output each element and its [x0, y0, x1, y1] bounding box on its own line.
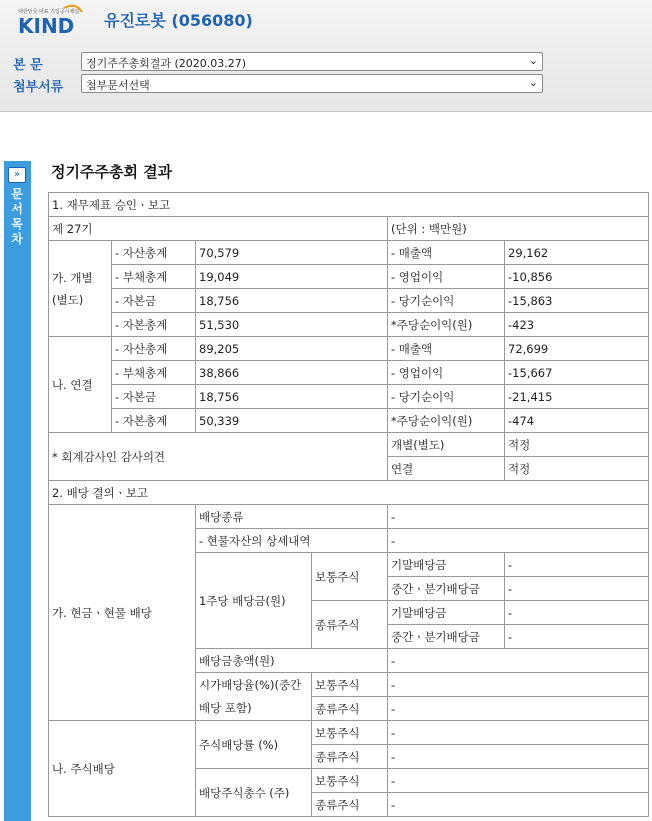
- attach-selected: 첨부문서선택: [86, 79, 150, 92]
- row-label: *주당순이익(원): [388, 409, 505, 433]
- table-row: [49, 409, 649, 433]
- table-row: [49, 217, 649, 241]
- value-cell: -: [505, 625, 649, 649]
- row-label: 중간ㆍ분기배당금: [388, 577, 505, 601]
- audit-separate-value: 적정: [505, 433, 649, 457]
- table-row: [49, 193, 649, 217]
- period-cell: 제 27기: [49, 217, 388, 241]
- audit-consolidated-label: 연결: [388, 457, 505, 481]
- value-cell: 50,339: [196, 409, 388, 433]
- common-label: 보통주식: [312, 721, 388, 745]
- result-table: [48, 192, 649, 817]
- section-1-heading: 1. 재무제표 승인ㆍ보고: [49, 193, 649, 217]
- row-label: - 자산총계: [112, 241, 196, 265]
- toc-label[interactable]: 문서목차: [11, 187, 23, 246]
- svg-text:KIND: KIND: [18, 14, 75, 36]
- section-2-heading: 2. 배당 결의ㆍ보고: [49, 481, 649, 505]
- value-cell: 70,579: [196, 241, 388, 265]
- table-row: [49, 361, 649, 385]
- main-doc-label: 본 문: [13, 58, 43, 73]
- consolidated-label: 나. 연결: [49, 337, 112, 433]
- row-label: 배당금총액(원): [196, 649, 388, 673]
- row-label: - 당기순이익: [388, 385, 505, 409]
- document-title: 정기주주총회 결과: [51, 163, 173, 181]
- value-cell: -474: [505, 409, 649, 433]
- value-cell: 29,162: [505, 241, 649, 265]
- table-row: [49, 721, 649, 745]
- value-cell: -15,667: [505, 361, 649, 385]
- row-label: - 현물자산의 상세내역: [196, 529, 388, 553]
- value-cell: -: [505, 577, 649, 601]
- toc-sidebar[interactable]: [4, 161, 31, 821]
- value-cell: -: [388, 697, 649, 721]
- value-cell: -10,856: [505, 265, 649, 289]
- header-bar: [0, 0, 652, 112]
- table-row: [49, 385, 649, 409]
- table-row: [49, 289, 649, 313]
- audit-label: * 회계감사인 감사의견: [49, 433, 388, 481]
- row-label: 기말배당금: [388, 601, 505, 625]
- value-cell: 89,205: [196, 337, 388, 361]
- pref-label: 종류주식: [312, 793, 388, 817]
- row-label: *주당순이익(원): [388, 313, 505, 337]
- table-row: [49, 265, 649, 289]
- table-row: [49, 241, 649, 265]
- row-label: - 자본금: [112, 289, 196, 313]
- table-row: [49, 505, 649, 529]
- common-label: 보통주식: [312, 673, 388, 697]
- chevron-down-icon: ⌄: [528, 76, 538, 89]
- table-row: [49, 433, 649, 457]
- toc-toggle-icon[interactable]: »: [8, 167, 26, 183]
- table-row: [49, 481, 649, 505]
- value-cell: -21,415: [505, 385, 649, 409]
- per-share-label: 1주당 배당금(원): [196, 553, 312, 649]
- stock-rate-label: 주식배당률 (%): [196, 721, 312, 769]
- row-label: - 당기순이익: [388, 289, 505, 313]
- row-label: - 영업이익: [388, 265, 505, 289]
- row-label: - 영업이익: [388, 361, 505, 385]
- value-cell: -: [505, 601, 649, 625]
- value-cell: -: [388, 649, 649, 673]
- yield-label: 시가배당율(%)(중간배당 포함): [196, 673, 312, 721]
- unit-cell: (단위 : 백만원): [388, 217, 649, 241]
- row-label: - 부채총계: [112, 265, 196, 289]
- value-cell: 18,756: [196, 289, 388, 313]
- company-title: 유진로봇 (056080): [104, 11, 253, 30]
- value-cell: -: [388, 721, 649, 745]
- row-label: - 부채총계: [112, 361, 196, 385]
- kind-logo[interactable]: [16, 2, 86, 36]
- value-cell: -: [388, 769, 649, 793]
- value-cell: 72,699: [505, 337, 649, 361]
- svg-text:대한민국 대표 기업공시채널: 대한민국 대표 기업공시채널: [18, 9, 80, 15]
- chevron-down-icon: ⌄: [528, 54, 538, 67]
- value-cell: -423: [505, 313, 649, 337]
- value-cell: -: [388, 673, 649, 697]
- row-label: 중간ㆍ분기배당금: [388, 625, 505, 649]
- stock-dividend-label: 나. 주식배당: [49, 721, 196, 817]
- stock-total-label: 배당주식총수 (주): [196, 769, 312, 817]
- row-label: - 자본총계: [112, 409, 196, 433]
- value-cell: -: [388, 505, 649, 529]
- value-cell: -15,863: [505, 289, 649, 313]
- value-cell: -: [505, 553, 649, 577]
- value-cell: -: [388, 529, 649, 553]
- row-label: - 자본총계: [112, 313, 196, 337]
- row-label: - 매출액: [388, 337, 505, 361]
- value-cell: 18,756: [196, 385, 388, 409]
- row-label: - 자산총계: [112, 337, 196, 361]
- main-doc-select[interactable]: [81, 52, 543, 71]
- value-cell: 19,049: [196, 265, 388, 289]
- cash-dividend-label: 가. 현금ㆍ현물 배당: [49, 505, 196, 721]
- common-label: 보통주식: [312, 553, 388, 601]
- table-row: [49, 337, 649, 361]
- pref-label: 종류주식: [312, 601, 388, 649]
- main-doc-selected: 정기주주총회결과 (2020.03.27): [86, 57, 247, 70]
- row-label: 기말배당금: [388, 553, 505, 577]
- row-label: - 매출액: [388, 241, 505, 265]
- common-label: 보통주식: [312, 769, 388, 793]
- value-cell: -: [388, 793, 649, 817]
- value-cell: -: [388, 745, 649, 769]
- pref-label: 종류주식: [312, 745, 388, 769]
- audit-consolidated-value: 적정: [505, 457, 649, 481]
- attach-select[interactable]: [81, 74, 543, 93]
- row-label: - 자본금: [112, 385, 196, 409]
- value-cell: 51,530: [196, 313, 388, 337]
- table-row: [49, 313, 649, 337]
- value-cell: 38,866: [196, 361, 388, 385]
- audit-separate-label: 개별(별도): [388, 433, 505, 457]
- pref-label: 종류주식: [312, 697, 388, 721]
- separate-label: 가. 개별(별도): [49, 241, 112, 337]
- attach-label: 첨부서류: [13, 80, 64, 95]
- row-label: 배당종류: [196, 505, 388, 529]
